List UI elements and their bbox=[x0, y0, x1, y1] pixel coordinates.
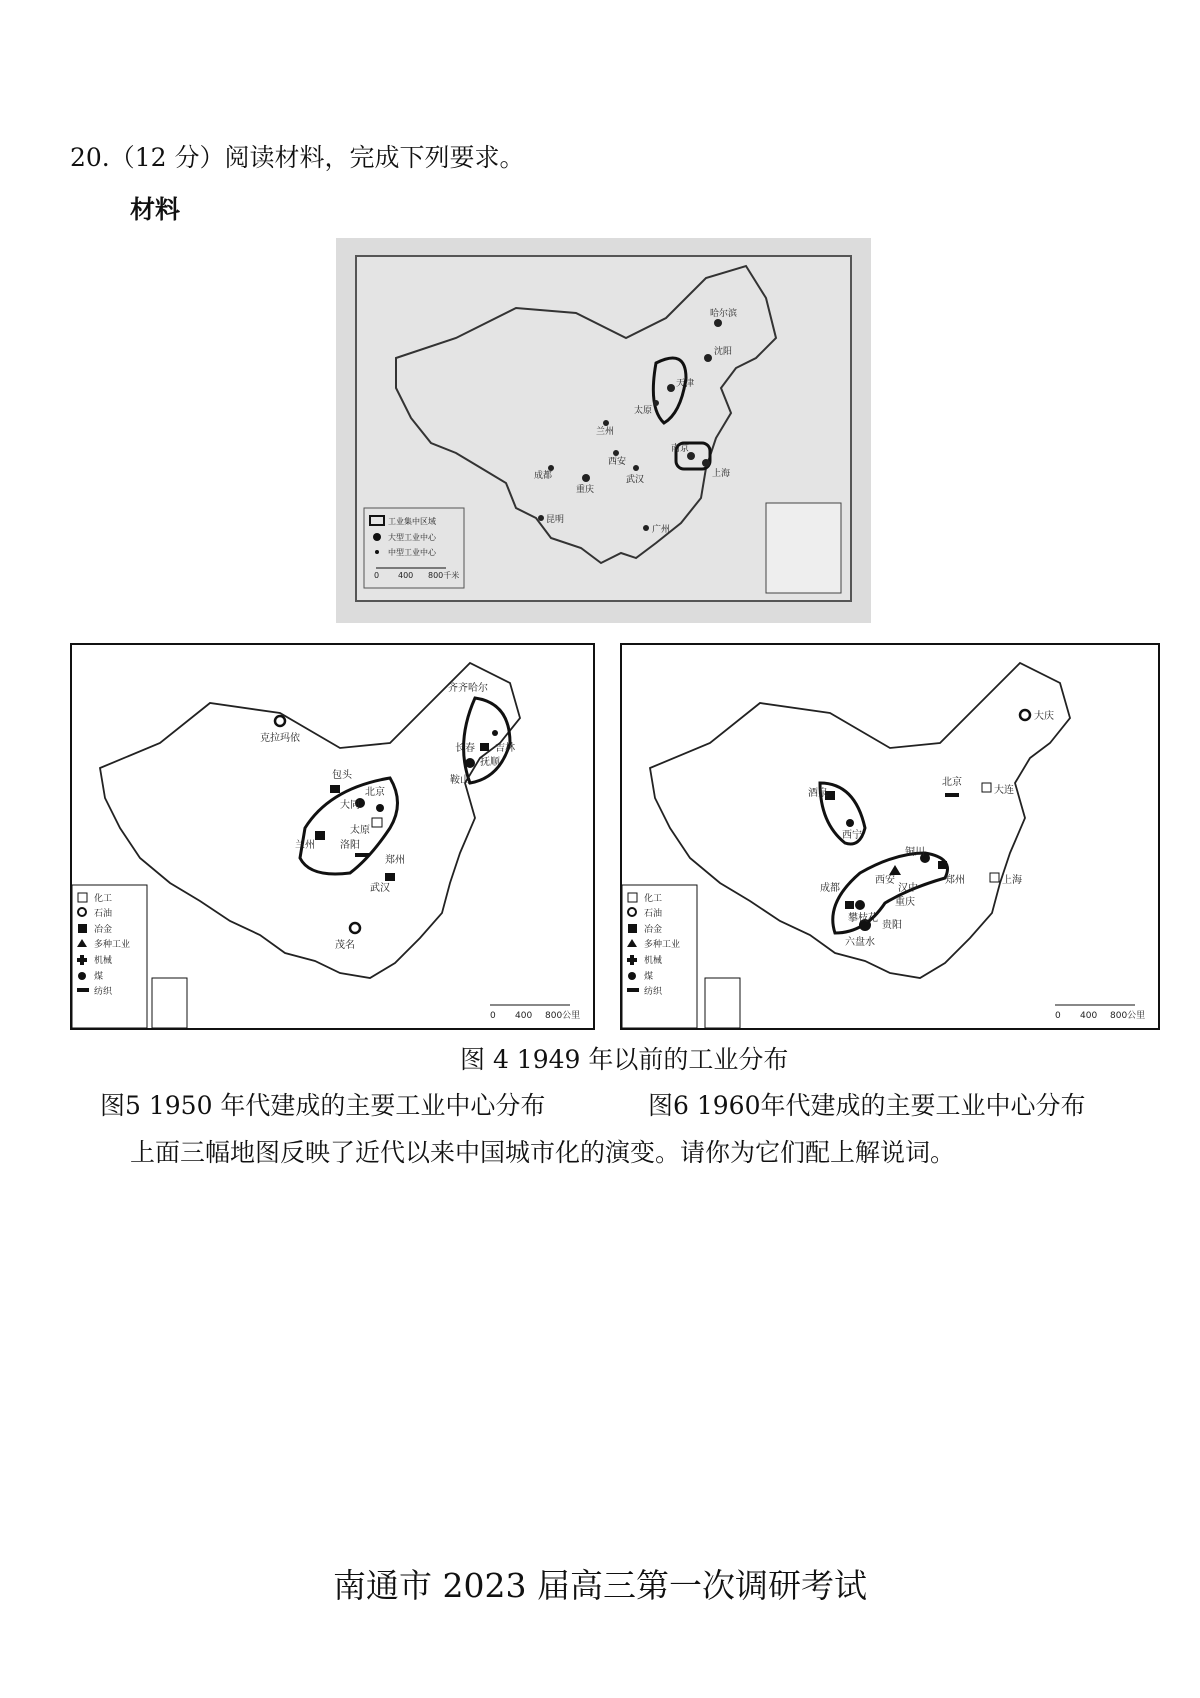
fig5-scale: 0 bbox=[490, 1011, 496, 1021]
fig6-city: 铜川 bbox=[905, 847, 925, 858]
south-sea-inset bbox=[152, 978, 187, 1028]
fig6-legend-label: 纺织 bbox=[644, 987, 663, 997]
fig5-city: 太原 bbox=[350, 825, 370, 836]
fig6-legend-label: 冶金 bbox=[644, 925, 663, 935]
fig5-legend-label: 石油 bbox=[94, 909, 113, 919]
question-header: 20.（12 分）阅读材料，完成下列要求。 bbox=[70, 143, 525, 172]
fig5-scale: 400 bbox=[515, 1011, 533, 1021]
fig4-caption: 图 4 1949 年以前的工业分布 bbox=[460, 1045, 789, 1074]
fig6-city: 六盘水 bbox=[845, 937, 875, 948]
material-label: 材料 bbox=[130, 195, 181, 224]
fig6-caption: 图6 1960年代建成的主要工业中心分布 bbox=[648, 1091, 1086, 1120]
fig4-legend-label: 大型工业中心 bbox=[388, 533, 436, 542]
page-footer: 南通市 2023 届高三第一次调研考试 bbox=[333, 1566, 867, 1605]
fig6-legend-label: 多种工业 bbox=[644, 940, 681, 950]
map-fig4 bbox=[336, 238, 871, 623]
fig4-legend-label: 工业集中区域 bbox=[388, 517, 436, 526]
fig6-city: 攀枝花 bbox=[848, 913, 878, 924]
fig4-city: 上海 bbox=[712, 469, 731, 479]
fig5-city: 洛阳 bbox=[340, 840, 360, 851]
fig6-scale: 400 bbox=[1080, 1011, 1098, 1021]
fig6-city: 西安 bbox=[875, 875, 895, 886]
fig5-city: 兰州 bbox=[295, 840, 315, 851]
south-sea-inset bbox=[766, 503, 841, 593]
fig6-scale: 0 bbox=[1055, 1011, 1061, 1021]
fig4-city: 兰州 bbox=[596, 427, 615, 437]
fig5-city: 鞍山 bbox=[450, 775, 470, 786]
fig6-city: 贵阳 bbox=[882, 920, 902, 931]
fig6-city: 重庆 bbox=[895, 897, 915, 908]
fig4-city: 昆明 bbox=[546, 515, 565, 525]
fig4-city: 南京 bbox=[671, 444, 690, 454]
fig6-city: 郑州 bbox=[945, 875, 965, 886]
map-fig6 bbox=[620, 643, 1160, 1030]
fig4-scale: 400 bbox=[398, 571, 414, 580]
fig6-city: 大庆 bbox=[1034, 711, 1054, 722]
fig5-city: 齐齐哈尔 bbox=[448, 683, 488, 694]
fig5-city: 武汉 bbox=[370, 883, 390, 894]
fig4-scale: 800千米 bbox=[428, 571, 460, 580]
fig4-legend-label: 中型工业中心 bbox=[388, 548, 436, 557]
fig6-city: 北京 bbox=[942, 777, 962, 788]
fig4-city: 重庆 bbox=[576, 485, 595, 495]
fig6-city: 大连 bbox=[994, 785, 1014, 796]
fig5-legend-label: 多种工业 bbox=[94, 940, 131, 950]
map-fig6-svg bbox=[620, 643, 1160, 1030]
fig4-city: 广州 bbox=[652, 525, 671, 535]
fig5-legend-label: 机械 bbox=[94, 956, 113, 966]
fig4-city: 太原 bbox=[634, 406, 653, 416]
fig5-legend-label: 煤 bbox=[94, 972, 104, 982]
fig6-legend-label: 石油 bbox=[644, 909, 663, 919]
fig6-legend-label: 煤 bbox=[644, 972, 654, 982]
fig4-city: 哈尔滨 bbox=[710, 309, 738, 319]
fig5-city: 北京 bbox=[365, 787, 385, 798]
fig5-city: 抚顺 bbox=[480, 757, 500, 768]
fig4-city: 西安 bbox=[608, 457, 627, 467]
fig4-city: 沈阳 bbox=[714, 347, 733, 357]
map-fig5 bbox=[70, 643, 595, 1030]
fig6-city: 汉中 bbox=[898, 883, 918, 894]
map-fig4-svg bbox=[336, 238, 871, 623]
fig6-legend-label: 机械 bbox=[644, 956, 663, 966]
fig5-caption: 图5 1950 年代建成的主要工业中心分布 bbox=[100, 1091, 546, 1120]
question-prompt: 上面三幅地图反映了近代以来中国城市化的演变。请你为它们配上解说词。 bbox=[130, 1138, 956, 1167]
fig6-legend-label: 化工 bbox=[644, 894, 663, 904]
fig4-city: 成都 bbox=[534, 471, 553, 481]
fig5-city: 吉林 bbox=[495, 743, 515, 754]
fig5-city: 克拉玛依 bbox=[260, 733, 300, 744]
fig4-scale: 0 bbox=[374, 571, 380, 580]
fig5-city: 包头 bbox=[332, 770, 352, 781]
fig5-scale: 800公里 bbox=[545, 1011, 581, 1021]
fig4-city: 武汉 bbox=[626, 475, 645, 485]
fig6-city: 成都 bbox=[820, 883, 840, 894]
fig5-city: 长春 bbox=[455, 743, 475, 754]
fig4-city: 天津 bbox=[676, 379, 695, 389]
fig5-city: 大同 bbox=[340, 800, 360, 811]
fig6-city: 上海 bbox=[1002, 875, 1022, 886]
fig6-city: 西宁 bbox=[842, 830, 862, 841]
fig5-legend-label: 化工 bbox=[94, 894, 113, 904]
fig6-city: 酒泉 bbox=[808, 788, 828, 799]
map-fig5-svg bbox=[70, 643, 595, 1030]
fig6-scale: 800公里 bbox=[1110, 1011, 1146, 1021]
fig5-legend-label: 纺织 bbox=[94, 987, 113, 997]
fig5-city: 茂名 bbox=[335, 940, 355, 951]
south-sea-inset bbox=[705, 978, 740, 1028]
fig5-city: 郑州 bbox=[385, 855, 405, 866]
fig5-legend-label: 冶金 bbox=[94, 925, 113, 935]
